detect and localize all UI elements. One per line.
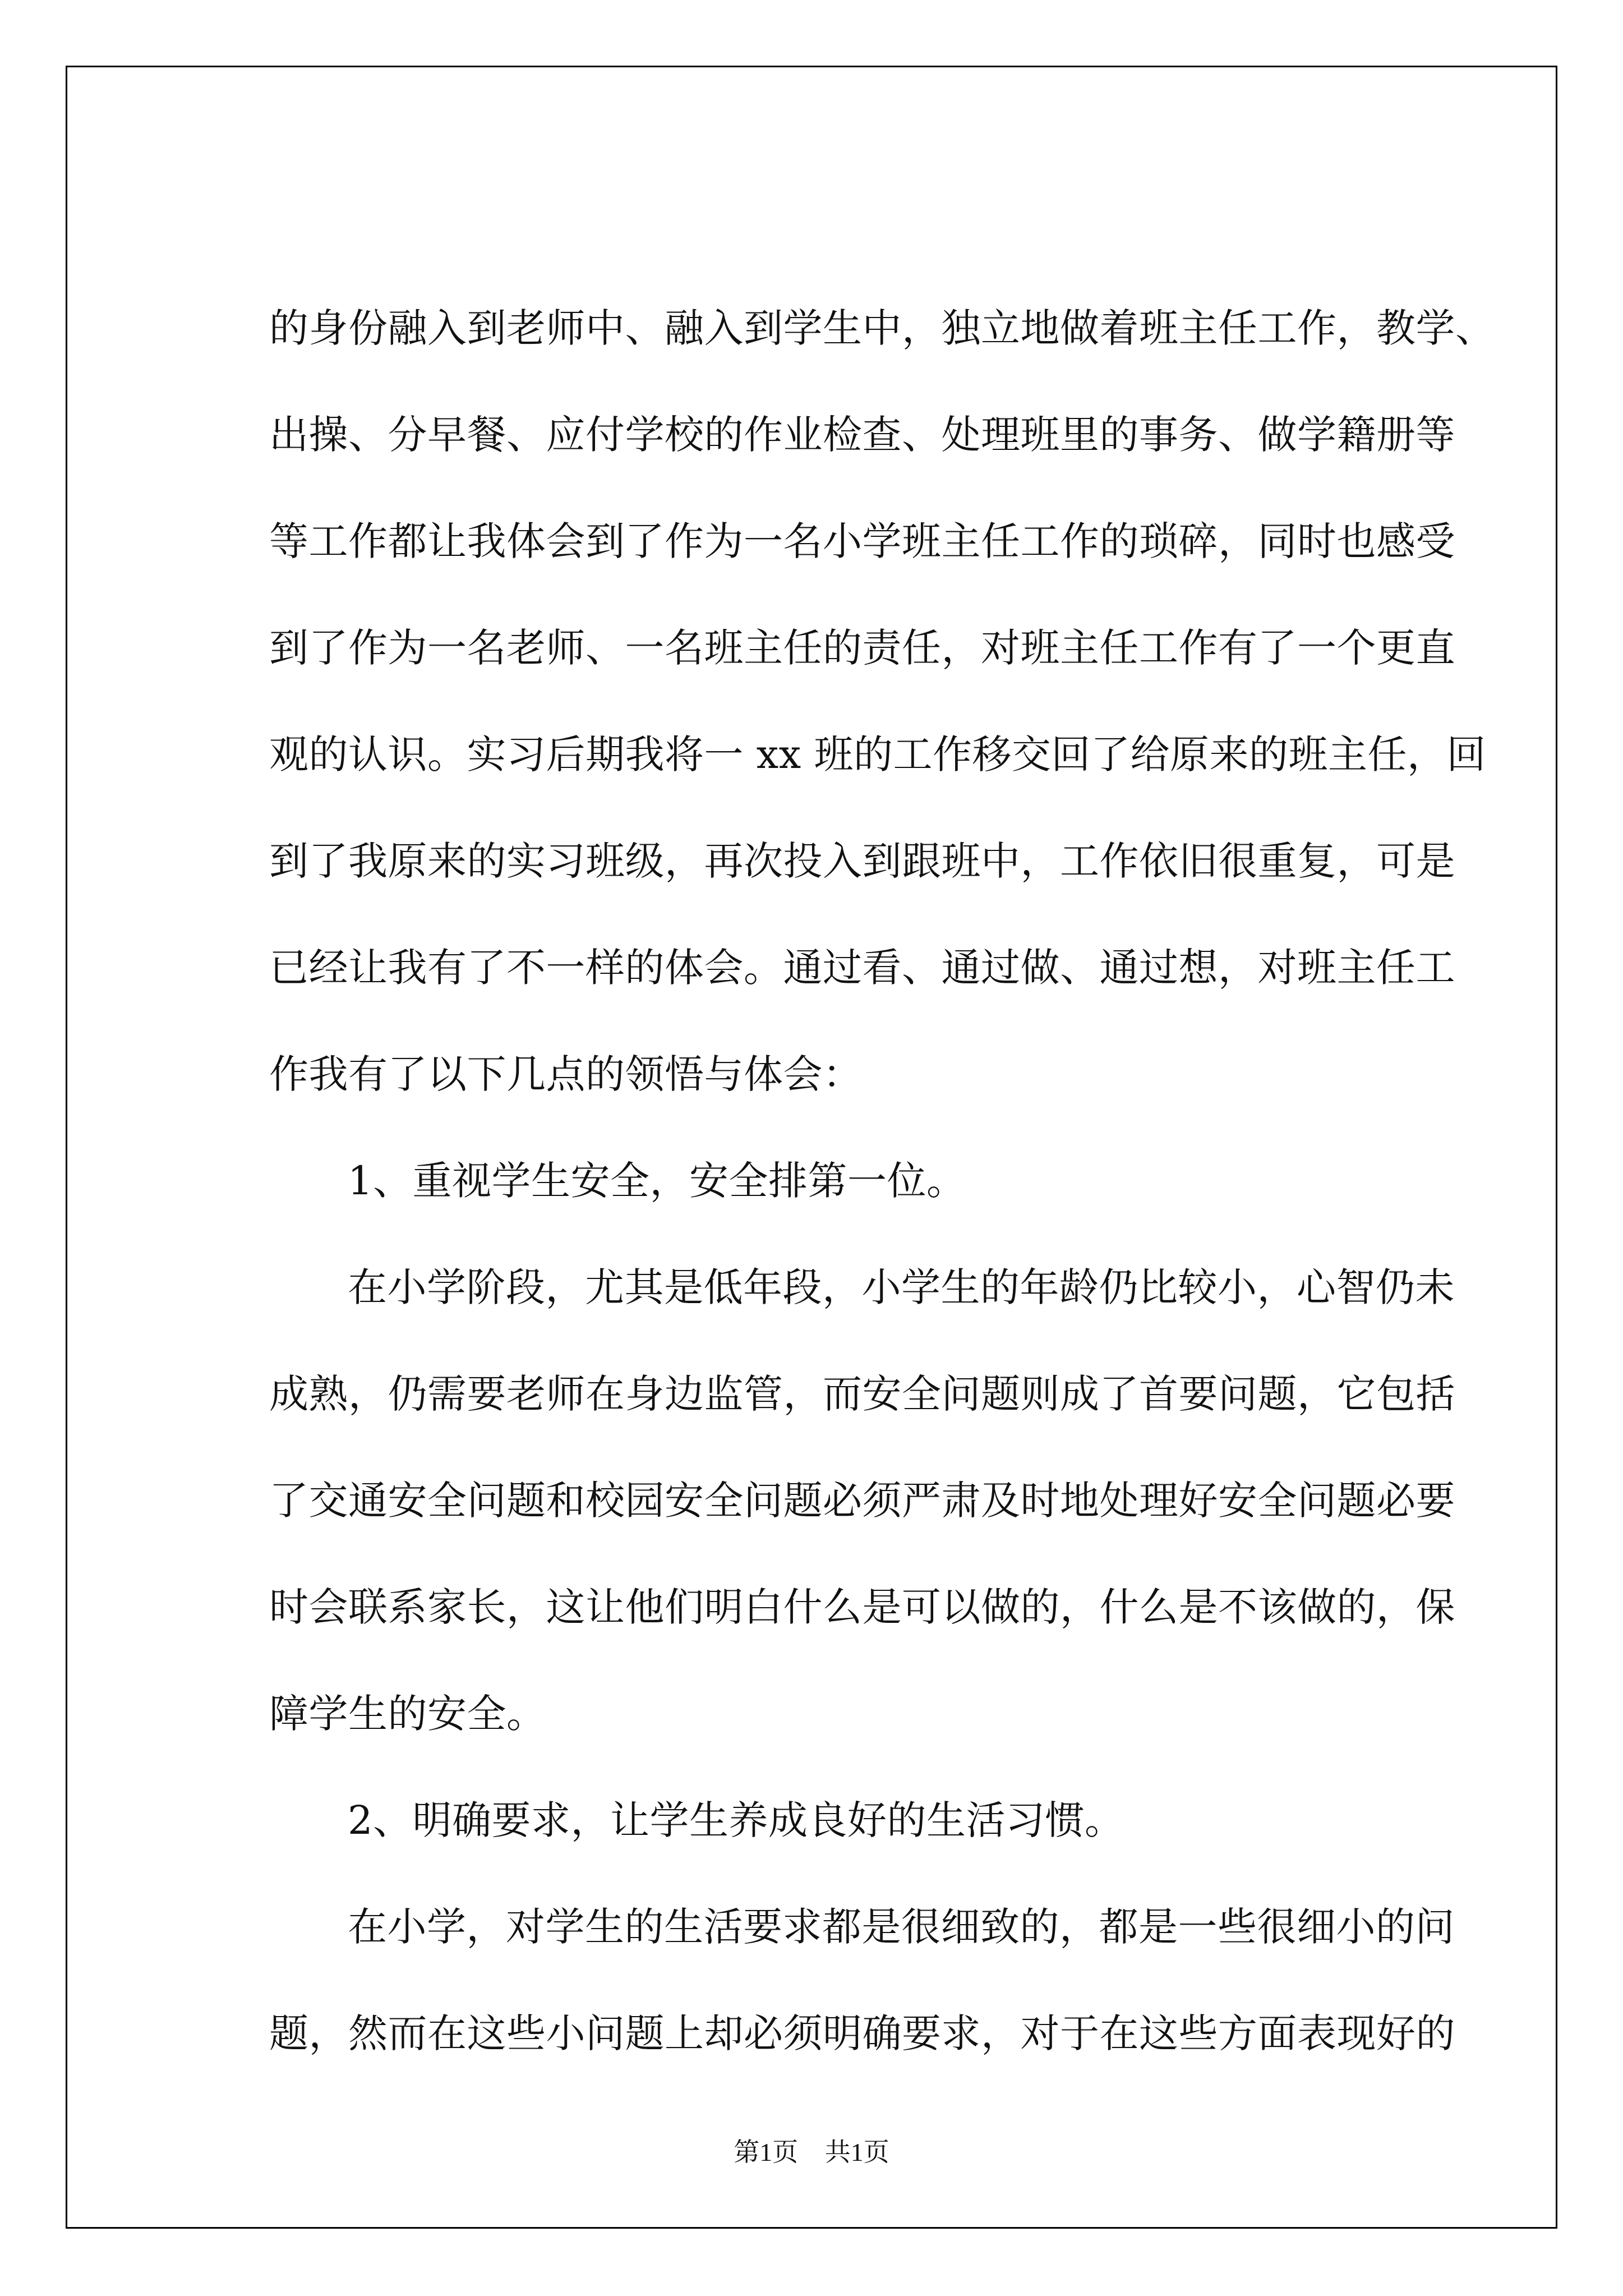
document-body: [269, 275, 1525, 2087]
text-line-11: 成熟，仍需要老师在身边监管，而安全问题则成了首要问题，它包括: [269, 1371, 1455, 1417]
text-line-8: 作我有了以下几点的领悟与体会：: [269, 1051, 863, 1097]
page-footer: [0, 2132, 1623, 2169]
text-line-3: 等工作都让我体会到了作为一名小学班主任工作的琐碎，同时也感受: [269, 518, 1455, 564]
text-line-17: 题，然而在这些小问题上却必须明确要求，对于在这些方面表现好的: [269, 2010, 1455, 2056]
text-line-1: 的身份融入到老师中、融入到学生中，独立地做着班主任工作，教学、: [269, 305, 1495, 351]
page-frame: [66, 66, 1557, 2229]
page-total: 共1页: [824, 2138, 889, 2166]
text-line-12: 了交通安全问题和校园安全问题必须严肃及时地处理好安全问题必要: [269, 1478, 1455, 1524]
text-line-6: 到了我原来的实习班级，再次投入到跟班中，工作依旧很重复，可是: [269, 838, 1455, 884]
section-heading-1: 1、重视学生安全，安全排第一位。: [348, 1158, 966, 1204]
page-number: 第1页: [734, 2138, 799, 2166]
text-line-10: 在小学阶段，尤其是低年段，小学生的年龄仍比较小，心智仍未: [348, 1264, 1455, 1310]
text-line-5: 观的认识。实习后期我将一 xx 班的工作移交回了给原来的班主任，回: [269, 731, 1486, 777]
text-line-2: 出操、分早餐、应付学校的作业检查、处理班里的事务、做学籍册等: [269, 412, 1455, 458]
section-heading-2: 2、明确要求，让学生养成良好的生活习惯。: [348, 1797, 1124, 1843]
text-line-7: 已经让我有了不一样的体会。通过看、通过做、通过想，对班主任工: [269, 945, 1455, 991]
text-line-13: 时会联系家长，这让他们明白什么是可以做的，什么是不该做的，保: [269, 1584, 1455, 1630]
text-line-16: 在小学，对学生的生活要求都是很细致的，都是一些很细小的问: [348, 1904, 1455, 1950]
text-line-4: 到了作为一名老师、一名班主任的责任，对班主任工作有了一个更直: [269, 625, 1455, 671]
text-line-14: 障学生的安全。: [269, 1691, 546, 1737]
